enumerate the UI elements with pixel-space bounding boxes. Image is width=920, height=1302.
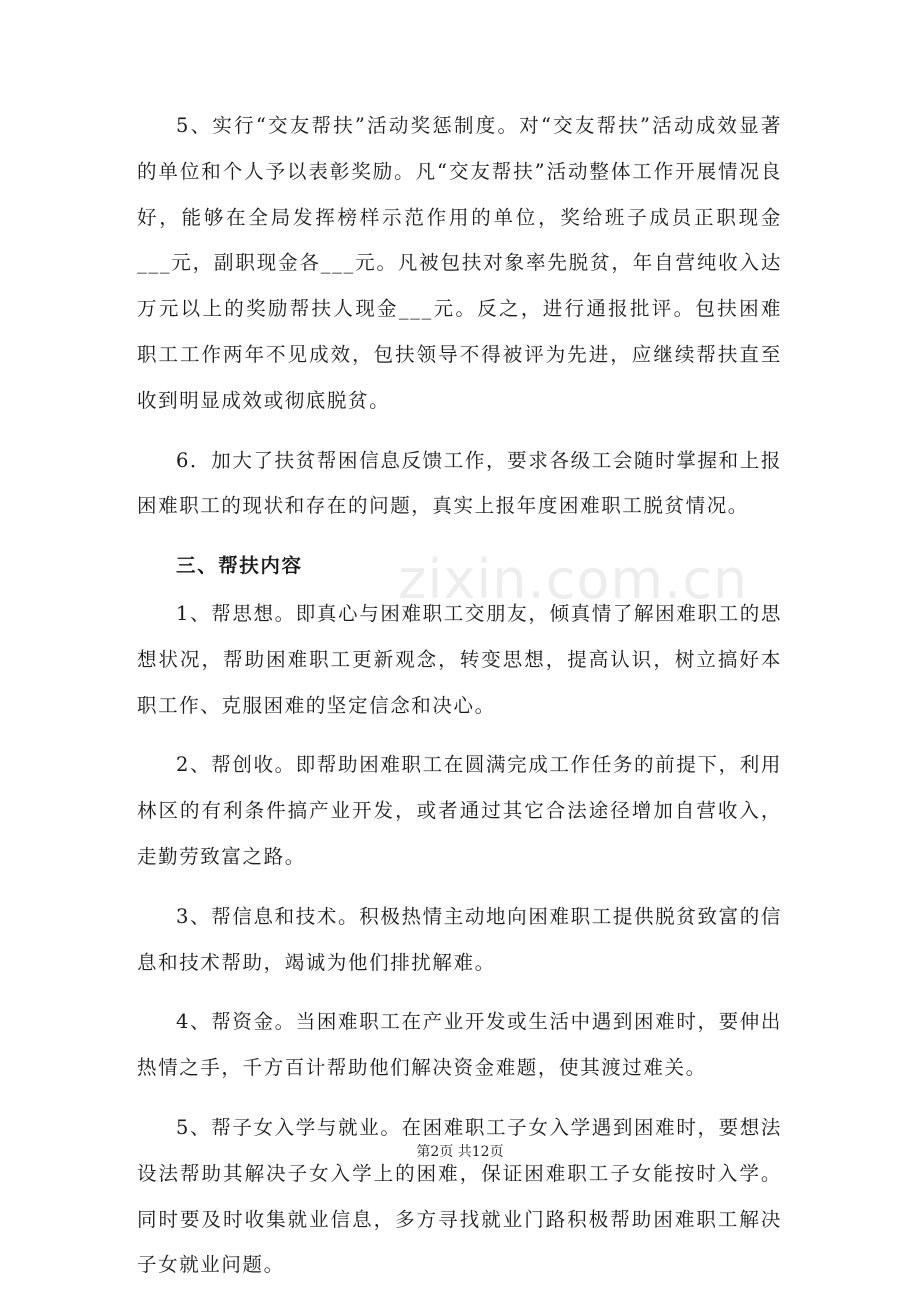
- page-number: 第2页 共12页: [416, 1144, 504, 1160]
- paragraph-reward-system: 5、实行“交友帮扶”活动奖惩制度。对“交友帮扶”活动成效显著的单位和个人予以表彰奖励。凡“交友帮扶”活动整体工作开展情况良好，能够在全局发挥榜样示范作用的单位，奖给班子成员正职现金___元，副职现金各___元。凡被包扶对象率先脱贫，年自营纯收入达万元以上的奖励帮扶人现金___元。反之，进行通报批评。包扶困难职工工作两年不见成效，包扶领导不得被评为先进，应继续帮扶直至收到明显成效或彻底脱贫。: [137, 114, 782, 412]
- paragraph-help-information: 3、帮信息和技术。积极热情主动地向困难职工提供脱贫致富的信息和技术帮助，竭诚为他们排扰解难。: [137, 904, 782, 974]
- paragraph-help-funds: 4、帮资金。当困难职工在产业开发或生活中遇到困难时，要伸出热情之手，千方百计帮助他们解决资金难题，使其渡过难关。: [137, 1010, 782, 1080]
- section-heading: 三、帮扶内容: [176, 554, 303, 578]
- watermark-logo: zixin.com.cn: [398, 548, 749, 611]
- paragraph-help-education: 5、帮子女入学与就业。在困难职工子女入学遇到困难时，要想法设法帮助其解决子女入学上的困难，保证困难职工子女能按时入学。同时要及时收集就业信息，多方寻找就业门路积极帮助困难职工解决子女就业问题。: [137, 1115, 782, 1277]
- paragraph-feedback: 6．加大了扶贫帮困信息反馈工作，要求各级工会随时掌握和上报困难职工的现状和存在的问题，真实上报年度困难职工脱贫情况。: [137, 448, 782, 518]
- paragraph-help-thought: 1、帮思想。即真心与困难职工交朋友，倾真情了解困难职工的思想状况，帮助困难职工更新观念，转变思想，提高认识，树立搞好本职工作、克服困难的坚定信念和决心。: [137, 601, 782, 717]
- paragraph-help-income: 2、帮创收。即帮助困难职工在圆满完成工作任务的前提下，利用林区的有利条件搞产业开发，或者通过其它合法途径增加自营收入，走勤劳致富之路。: [137, 753, 782, 868]
- document-body: [137, 103, 782, 1302]
